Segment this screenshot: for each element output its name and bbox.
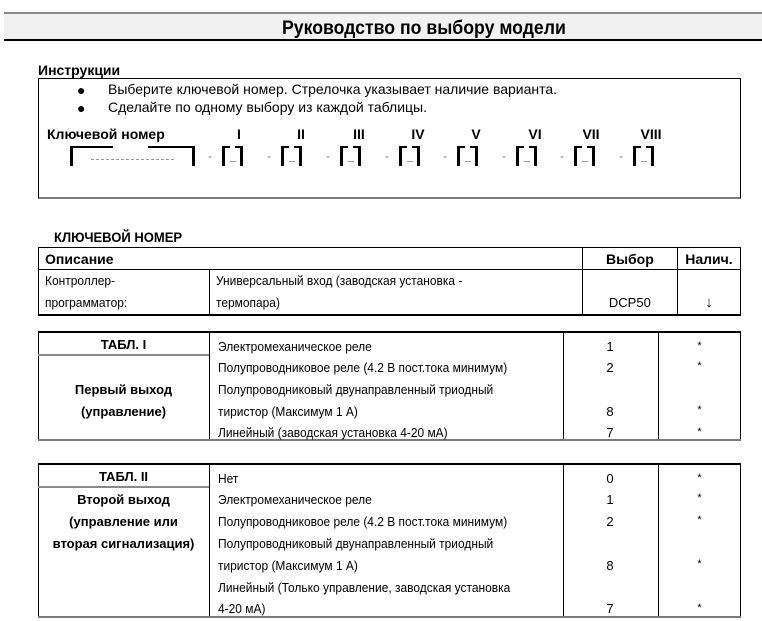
availability-asterisk-icon: * [697, 360, 702, 372]
bullet-dot-icon: ● [77, 82, 86, 98]
table-numeral-label: VIII [640, 126, 662, 142]
separator: - [560, 149, 564, 163]
key-number-bracket [70, 146, 195, 166]
table-numeral-label: VI [528, 126, 542, 142]
availability-asterisk-icon: * [697, 602, 702, 614]
selection-bracket-viii [633, 146, 654, 166]
bullet-dot-icon: ● [77, 100, 86, 116]
selection-bracket-i [222, 146, 243, 166]
separator: - [502, 149, 506, 163]
description-cell: термопара) [210, 292, 583, 315]
option-code: 2 [606, 514, 614, 529]
selection-bracket-iv [399, 146, 420, 166]
option-description: 4-20 мА) [218, 601, 266, 616]
page-title: Руководство по выбору модели [281, 18, 566, 39]
column-header-selection: Выбор [582, 248, 677, 270]
table-row [39, 292, 741, 315]
separator: - [619, 149, 623, 163]
separator: - [326, 149, 330, 163]
option-description: Полупроводниковое реле (4.2 В пост.тока минимум) [218, 514, 508, 529]
table-numeral-label: V [471, 126, 481, 142]
column-header-description: Описание [39, 248, 583, 270]
option-description: тиристор (Максимум 1 А) [218, 404, 358, 419]
option-description: Линейный (заводская установка 4-20 мА) [218, 425, 448, 440]
table-ii-header: ТАБЛ. II [38, 466, 209, 488]
group-name: Первый выход [74, 382, 173, 397]
separator: - [267, 149, 271, 163]
selection-bracket-v [457, 146, 478, 166]
selection-cell [582, 270, 677, 293]
availability-asterisk-icon: * [697, 404, 702, 416]
option-description: Электромеханическое реле [218, 492, 372, 507]
title-bar [4, 12, 762, 41]
group-name: Второй выход [77, 492, 170, 507]
option-code: 7 [606, 425, 614, 440]
option-description: Полупроводниковое реле (4.2 В пост.тока минимум) [218, 360, 508, 375]
table-numeral-label: III [353, 126, 365, 142]
group-name: (управление или [69, 514, 178, 529]
table-i-header: ТАБЛ. I [38, 334, 209, 356]
option-code: 8 [606, 558, 614, 573]
availability-cell [677, 270, 740, 293]
separator: - [443, 149, 447, 163]
table-header-row [39, 248, 741, 270]
availability-asterisk-icon: * [697, 492, 702, 504]
table-i [38, 331, 741, 441]
table-row [39, 270, 741, 293]
group-name: вторая сигнализация) [52, 536, 195, 551]
option-description: Нет [218, 471, 239, 486]
option-code: 8 [606, 404, 614, 419]
option-description: тиристор (Максимум 1 А) [218, 558, 358, 573]
category-cell: Контроллер- [39, 270, 210, 293]
option-code: 0 [606, 471, 614, 486]
table-numeral-label: VII [582, 126, 600, 142]
group-name: (управление) [80, 404, 167, 419]
option-code: 7 [606, 601, 614, 616]
option-description: Полупроводниковый двунаправленный триодный [218, 382, 494, 397]
option-description: Линейный (Только управление, заводская установка [218, 580, 511, 595]
option-description: Полупроводниковый двунаправленный триодный [218, 536, 494, 551]
description-cell: Универсальный вход (заводская установка - [210, 270, 583, 293]
key-number-heading: КЛЮЧЕВОЙ НОМЕР [54, 229, 183, 245]
availability-asterisk-icon: * [697, 558, 702, 570]
availability-asterisk-icon: * [697, 426, 702, 438]
table-ii [38, 463, 741, 618]
column-header-availability: Налич. [677, 248, 740, 270]
option-description: Электромеханическое реле [218, 339, 372, 354]
table-numeral-label: I [237, 126, 241, 142]
table-numeral-label: II [297, 126, 305, 142]
availability-asterisk-icon: * [697, 472, 702, 484]
availability-asterisk-icon: * [697, 340, 702, 352]
down-arrow-icon: ↓ [677, 292, 740, 315]
instructions-label: Инструкции [38, 62, 121, 78]
category-cell: программатор: [39, 292, 210, 315]
option-code: 1 [606, 339, 614, 354]
key-number-table [38, 247, 741, 316]
option-code: 2 [606, 360, 614, 375]
availability-asterisk-icon: * [697, 514, 702, 526]
selection-cell: DCP50 [582, 292, 677, 315]
separator: - [208, 149, 212, 163]
selection-bracket-vi [516, 146, 537, 166]
selection-bracket-vii [574, 146, 595, 166]
selection-bracket-iii [340, 146, 361, 166]
instructions-box: ● Выберите ключевой номер. Стрелочка указывает наличие варианта. ● Сделайте по одному выбору из каждой таблицы. Ключевой номер I II III IV V VI VII VIII - - - - - - - - [38, 78, 741, 199]
key-number-label: Ключевой номер [47, 126, 165, 142]
option-code: 1 [606, 492, 614, 507]
selection-bracket-ii [281, 146, 302, 166]
table-numeral-label: IV [411, 126, 425, 142]
separator: - [385, 149, 389, 163]
